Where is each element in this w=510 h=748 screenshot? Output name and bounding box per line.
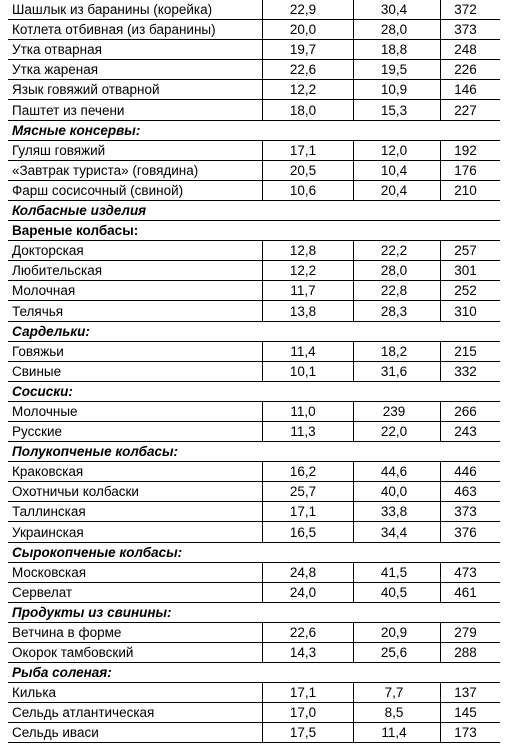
empty-cell xyxy=(441,120,501,140)
fat-cell: 25,6 xyxy=(354,643,441,663)
fat-cell: 28,3 xyxy=(354,301,441,321)
fat-cell: 22,8 xyxy=(354,281,441,301)
calories-cell: 473 xyxy=(441,562,501,582)
table-row xyxy=(8,482,500,502)
empty-cell xyxy=(263,321,354,341)
fat-cell: 41,5 xyxy=(354,562,441,582)
calories-cell: 146 xyxy=(441,80,501,100)
food-name-cell: Украинская xyxy=(8,522,263,542)
table-row xyxy=(8,622,500,642)
fat-cell: 7,7 xyxy=(354,683,441,703)
protein-cell: 13,8 xyxy=(263,301,354,321)
calories-cell: 372 xyxy=(441,0,501,20)
food-name-cell: Молочные xyxy=(8,401,263,421)
fat-cell: 28,0 xyxy=(354,261,441,281)
nutrition-table xyxy=(8,0,500,743)
empty-cell xyxy=(354,381,441,401)
table-row xyxy=(8,723,500,743)
section-title: Сардельки: xyxy=(8,321,263,341)
food-name-cell: Утка отварная xyxy=(8,40,263,60)
protein-cell: 19,7 xyxy=(263,40,354,60)
table-row xyxy=(8,421,500,441)
protein-cell: 20,0 xyxy=(263,20,354,40)
fat-cell: 22,2 xyxy=(354,241,441,261)
protein-cell: 11,3 xyxy=(263,421,354,441)
table-row xyxy=(8,361,500,381)
table-row xyxy=(8,20,500,40)
table-row xyxy=(8,40,500,60)
empty-cell xyxy=(441,221,501,241)
calories-cell: 310 xyxy=(441,301,501,321)
food-name-cell: Любительская xyxy=(8,261,263,281)
empty-cell xyxy=(441,321,501,341)
protein-cell: 11,7 xyxy=(263,281,354,301)
protein-cell: 11,0 xyxy=(263,401,354,421)
section-header-row xyxy=(8,663,500,683)
section-title: Рыба соленая: xyxy=(8,663,263,683)
section-header-row xyxy=(8,602,500,622)
table-row xyxy=(8,643,500,663)
empty-cell xyxy=(441,602,501,622)
fat-cell: 20,9 xyxy=(354,622,441,642)
calories-cell: 243 xyxy=(441,421,501,441)
calories-cell: 215 xyxy=(441,341,501,361)
food-name-cell: Говяжьи xyxy=(8,341,263,361)
empty-cell xyxy=(441,381,501,401)
table-row xyxy=(8,301,500,321)
table-row xyxy=(8,401,500,421)
empty-cell xyxy=(441,442,501,462)
fat-cell: 239 xyxy=(354,401,441,421)
table-row xyxy=(8,562,500,582)
calories-cell: 192 xyxy=(441,140,501,160)
protein-cell: 17,0 xyxy=(263,703,354,723)
food-name-cell: Свиные xyxy=(8,361,263,381)
calories-cell: 145 xyxy=(441,703,501,723)
fat-cell: 10,9 xyxy=(354,80,441,100)
calories-cell: 248 xyxy=(441,40,501,60)
food-name-cell: Телячья xyxy=(8,301,263,321)
table-row xyxy=(8,683,500,703)
calories-cell: 332 xyxy=(441,361,501,381)
section-title: Сосиски: xyxy=(8,381,263,401)
empty-cell xyxy=(441,663,501,683)
empty-cell xyxy=(354,221,441,241)
section-title: Продукты из свинины: xyxy=(8,602,263,622)
subsection-header-row xyxy=(8,221,500,241)
protein-cell: 25,7 xyxy=(263,482,354,502)
nutrition-table-body xyxy=(8,0,500,743)
protein-cell: 17,1 xyxy=(263,683,354,703)
calories-cell: 173 xyxy=(441,723,501,743)
food-name-cell: Ветчина в форме xyxy=(8,622,263,642)
protein-cell: 17,1 xyxy=(263,140,354,160)
protein-cell: 24,8 xyxy=(263,562,354,582)
food-name-cell: Сельдь иваси xyxy=(8,723,263,743)
fat-cell: 18,2 xyxy=(354,341,441,361)
protein-cell: 20,5 xyxy=(263,160,354,180)
food-name-cell: Окорок тамбовский xyxy=(8,643,263,663)
protein-cell: 17,5 xyxy=(263,723,354,743)
empty-cell xyxy=(354,200,441,220)
protein-cell: 10,1 xyxy=(263,361,354,381)
fat-cell: 19,5 xyxy=(354,60,441,80)
food-name-cell: Охотничьи колбаски xyxy=(8,482,263,502)
calories-cell: 137 xyxy=(441,683,501,703)
protein-cell: 14,3 xyxy=(263,643,354,663)
protein-cell: 18,0 xyxy=(263,100,354,120)
fat-cell: 22,0 xyxy=(354,421,441,441)
protein-cell: 22,9 xyxy=(263,0,354,20)
fat-cell: 40,5 xyxy=(354,582,441,602)
empty-cell xyxy=(263,602,354,622)
empty-cell xyxy=(263,221,354,241)
section-header-row xyxy=(8,321,500,341)
table-row xyxy=(8,180,500,200)
table-row xyxy=(8,100,500,120)
table-row xyxy=(8,281,500,301)
calories-cell: 227 xyxy=(441,100,501,120)
protein-cell: 12,2 xyxy=(263,261,354,281)
calories-cell: 257 xyxy=(441,241,501,261)
table-row xyxy=(8,703,500,723)
food-name-cell: Фарш сосисочный (свиной) xyxy=(8,180,263,200)
table-row xyxy=(8,0,500,20)
food-name-cell: Таллинская xyxy=(8,502,263,522)
table-row xyxy=(8,502,500,522)
food-name-cell: Сельдь атлантическая xyxy=(8,703,263,723)
protein-cell: 17,1 xyxy=(263,502,354,522)
calories-cell: 266 xyxy=(441,401,501,421)
calories-cell: 373 xyxy=(441,20,501,40)
section-title: Сырокопченые колбасы: xyxy=(8,542,263,562)
fat-cell: 12,0 xyxy=(354,140,441,160)
empty-cell xyxy=(263,120,354,140)
table-row xyxy=(8,140,500,160)
protein-cell: 16,2 xyxy=(263,462,354,482)
section-header-row xyxy=(8,200,500,220)
food-name-cell: Краковская xyxy=(8,462,263,482)
calories-cell: 376 xyxy=(441,522,501,542)
section-header-row xyxy=(8,381,500,401)
protein-cell: 12,8 xyxy=(263,241,354,261)
empty-cell xyxy=(354,442,441,462)
calories-cell: 226 xyxy=(441,60,501,80)
empty-cell xyxy=(263,200,354,220)
protein-cell: 24,0 xyxy=(263,582,354,602)
calories-cell: 463 xyxy=(441,482,501,502)
food-name-cell: Язык говяжий отварной xyxy=(8,80,263,100)
fat-cell: 8,5 xyxy=(354,703,441,723)
fat-cell: 15,3 xyxy=(354,100,441,120)
food-name-cell: Московская xyxy=(8,562,263,582)
fat-cell: 31,6 xyxy=(354,361,441,381)
fat-cell: 34,4 xyxy=(354,522,441,542)
empty-cell xyxy=(263,542,354,562)
calories-cell: 176 xyxy=(441,160,501,180)
protein-cell: 22,6 xyxy=(263,622,354,642)
food-name-cell: Паштет из печени xyxy=(8,100,263,120)
empty-cell xyxy=(354,120,441,140)
food-name-cell: Шашлык из баранины (корейка) xyxy=(8,0,263,20)
calories-cell: 301 xyxy=(441,261,501,281)
food-name-cell: Докторская xyxy=(8,241,263,261)
fat-cell: 30,4 xyxy=(354,0,441,20)
food-name-cell: Сервелат xyxy=(8,582,263,602)
calories-cell: 288 xyxy=(441,643,501,663)
food-name-cell: Молочная xyxy=(8,281,263,301)
section-header-row xyxy=(8,442,500,462)
calories-cell: 373 xyxy=(441,502,501,522)
table-row xyxy=(8,241,500,261)
empty-cell xyxy=(354,542,441,562)
section-header-row xyxy=(8,120,500,140)
table-row xyxy=(8,261,500,281)
table-row xyxy=(8,522,500,542)
table-row xyxy=(8,341,500,361)
calories-cell: 279 xyxy=(441,622,501,642)
calories-cell: 210 xyxy=(441,180,501,200)
subsection-title: Вареные колбасы: xyxy=(8,221,263,241)
empty-cell xyxy=(441,200,501,220)
protein-cell: 22,6 xyxy=(263,60,354,80)
fat-cell: 10,4 xyxy=(354,160,441,180)
table-row xyxy=(8,160,500,180)
empty-cell xyxy=(354,321,441,341)
fat-cell: 20,4 xyxy=(354,180,441,200)
fat-cell: 44,6 xyxy=(354,462,441,482)
protein-cell: 16,5 xyxy=(263,522,354,542)
food-name-cell: Котлета отбивная (из баранины) xyxy=(8,20,263,40)
section-title: Мясные консервы: xyxy=(8,120,263,140)
calories-cell: 252 xyxy=(441,281,501,301)
table-row xyxy=(8,582,500,602)
food-name-cell: «Завтрак туриста» (говядина) xyxy=(8,160,263,180)
protein-cell: 11,4 xyxy=(263,341,354,361)
section-header-row xyxy=(8,542,500,562)
fat-cell: 18,8 xyxy=(354,40,441,60)
food-name-cell: Килька xyxy=(8,683,263,703)
fat-cell: 11,4 xyxy=(354,723,441,743)
empty-cell xyxy=(263,381,354,401)
table-row xyxy=(8,60,500,80)
protein-cell: 10,6 xyxy=(263,180,354,200)
food-name-cell: Утка жареная xyxy=(8,60,263,80)
protein-cell: 12,2 xyxy=(263,80,354,100)
table-row xyxy=(8,462,500,482)
section-title: Колбасные изделия xyxy=(8,200,263,220)
fat-cell: 28,0 xyxy=(354,20,441,40)
table-row xyxy=(8,80,500,100)
section-title: Полукопченые колбасы: xyxy=(8,442,263,462)
empty-cell xyxy=(354,602,441,622)
empty-cell xyxy=(441,542,501,562)
calories-cell: 461 xyxy=(441,582,501,602)
fat-cell: 33,8 xyxy=(354,502,441,522)
calories-cell: 446 xyxy=(441,462,501,482)
food-name-cell: Русские xyxy=(8,421,263,441)
empty-cell xyxy=(263,442,354,462)
empty-cell xyxy=(354,663,441,683)
food-name-cell: Гуляш говяжий xyxy=(8,140,263,160)
fat-cell: 40,0 xyxy=(354,482,441,502)
empty-cell xyxy=(263,663,354,683)
